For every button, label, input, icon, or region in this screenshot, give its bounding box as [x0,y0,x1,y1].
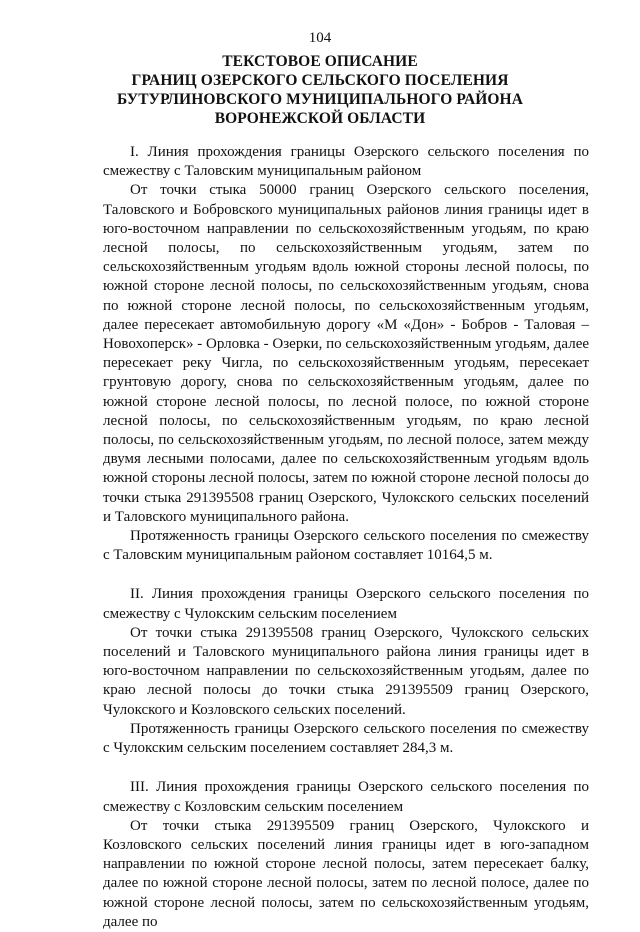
title-line: ВОРОНЕЖСКОЙ ОБЛАСТИ [214,110,426,127]
document-title [90,52,550,128]
section-heading: III. Линия прохождения границы Озерского сельского поселения по смежеству с Козловским сельским поселением [103,779,589,815]
section-paragraph: От точки стыка 291395509 границ Озерского, Чулокского и Козловского сельских поселений линия границы идет в юго-западном направлении по южной стороне лесной полосы, затем пересекает балку, далее по южной стороне лесной полосы, затем по лесной полосе, далее по южной стороне лесной полосы, затем по сельскохозяйственным угодьям, далее по [103,817,589,930]
title-line: БУТУРЛИНОВСКОГО МУНИЦИПАЛЬНОГО РАЙОНА [116,91,524,108]
page-number: 104 [308,30,332,46]
section-paragraph: От точки стыка 50000 границ Озерского сельского поселения, Таловского и Бобровского муниципальных районов линия границы идет в юго-восточном направлении по сельскохозяйственным угодьям, по краю лесной полосы, по сельскохозяйственным угодьям, затем по сельскохозяйственным угодьям вдоль южной стороны лесной полосы, по южной стороне лесной полосы, по сельскохозяйственным угодьям, снова по южной стороне лесной полосы, по сельскохозяйственным угодьям, далее пересекает автомобильную дорогу «М «Дон» - Бобров - Таловая – Новохоперск» - Орловка - Озерки, по сельскохозяйственным угодьям, далее пересекает реку Чигла, по сельскохозяйственным угодьям, пересекает грунтовую дорогу, снова по сельскохозяйственным угодьям, далее по южной стороне лесной полосы, по лесной полосе, по южной стороне лесной полосы, по сельскохозяйственным угодьям, по краю лесной полосы, по сельскохозяйственным угодьям, по лесной полосе, затем между двумя лесными полосами, далее по сельскохозяйственным угодьям вдоль южной стороны лесной полосы, затем по южной стороне лесной полосы до точки стыка 291395508 границ Озерского, Чулокского сельских поселений и Таловского муниципального района. [103,182,590,525]
section-heading: II. Линия прохождения границы Озерского сельского поселения по смежеству с Чулокским сельским поселением [103,586,589,622]
section-paragraph: От точки стыка 291395508 границ Озерского, Чулокского сельских поселений и Таловского муниципального района линия границы идет в юго-восточном направлении по сельскохозяйственным угодьям, далее по краю лесной полосы до точки стыка 291395509 границ Озерского, Чулокского и Козловского сельских поселений. [103,624,589,718]
section-heading: I. Линия прохождения границы Озерского сельского поселения по смежеству с Таловским муниципальным районом [103,144,589,180]
title-line: ТЕКСТОВОЕ ОПИСАНИЕ [222,53,418,70]
document-body [103,143,589,932]
section-gap [103,758,589,778]
title-line: ГРАНИЦ ОЗЕРСКОГО СЕЛЬСКОГО ПОСЕЛЕНИЯ [131,72,509,89]
section-length: Протяженность границы Озерского сельского поселения по смежеству с Таловским муниципальным районом составляет 10164,5 м. [103,528,589,564]
section-gap [103,565,589,585]
section-length: Протяженность границы Озерского сельского поселения по смежеству с Чулокским сельским поселением составляет 284,3 м. [103,720,589,757]
